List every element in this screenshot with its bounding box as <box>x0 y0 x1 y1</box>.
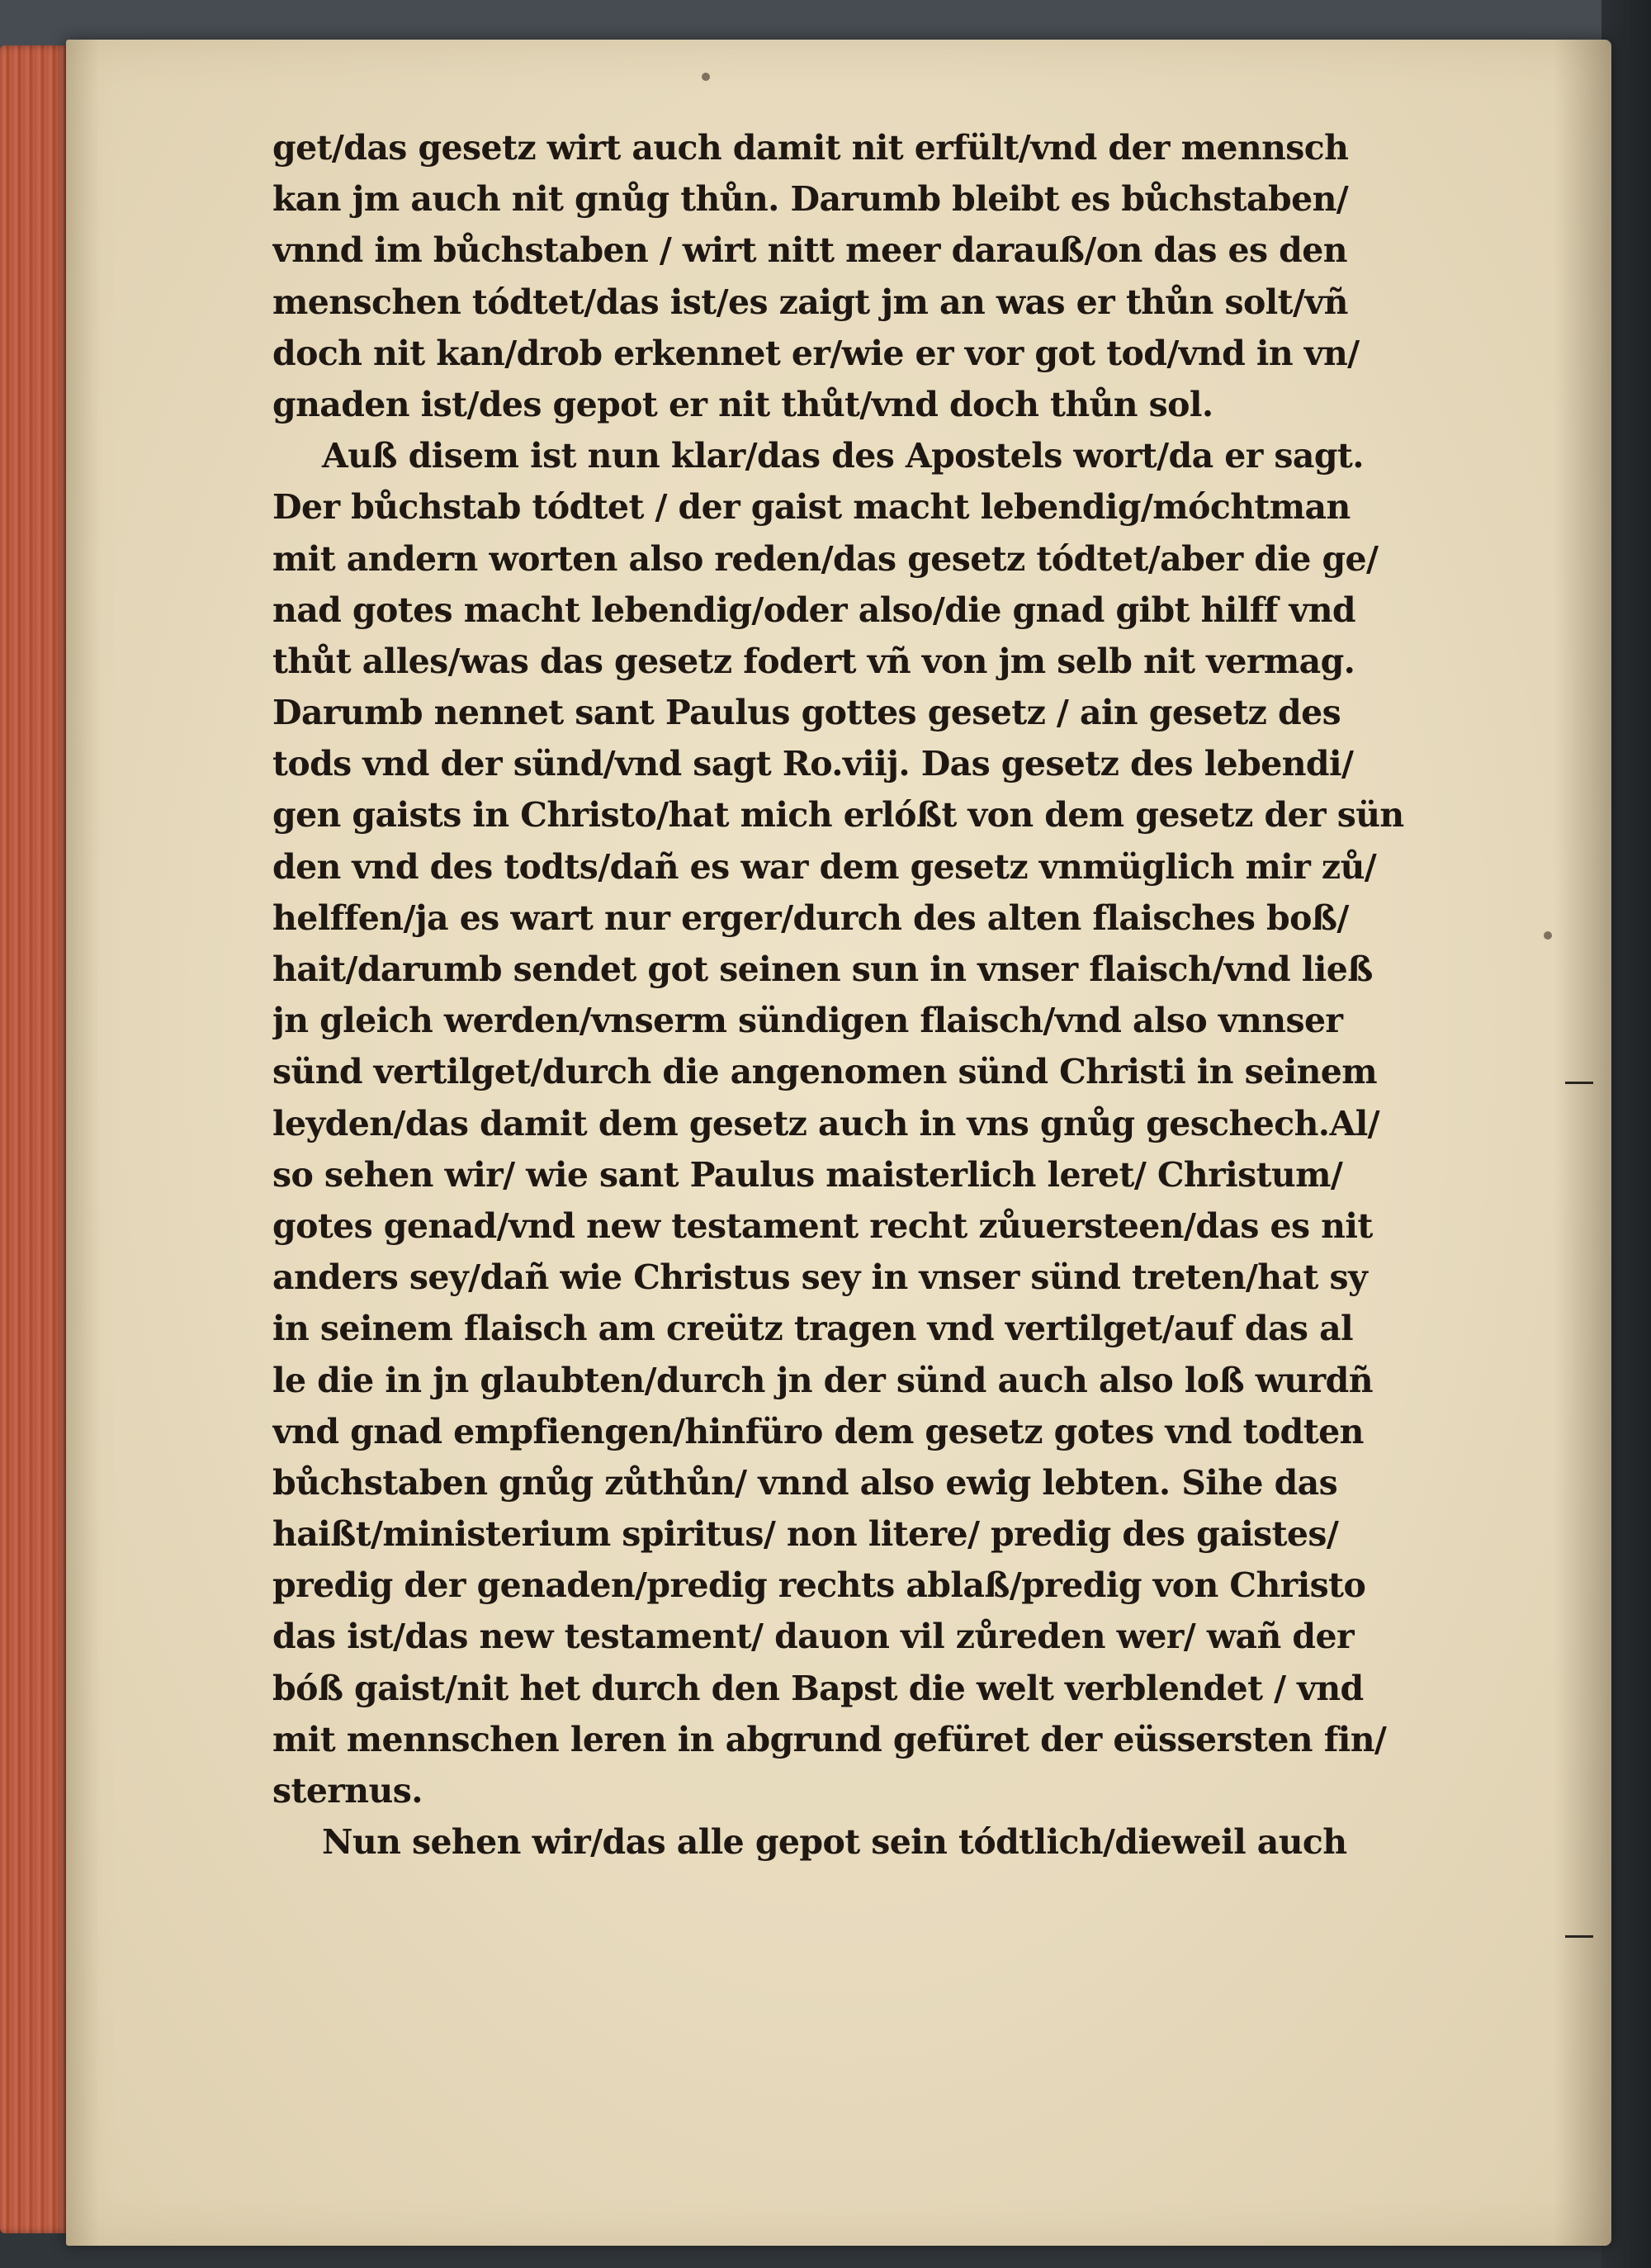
text-line: in seinem flaisch am creütz tragen vnd vertilget/auf das al <box>272 1309 1354 1349</box>
text-line: helffen/ja es wart nur erger/durch des alten flaisches boß/ <box>272 897 1349 938</box>
text-line: gnaden ist/des gepot er nit thůt/vnd doch thůn sol. <box>272 384 1213 424</box>
paragraph-start-line: Nun sehen wir/das alle gepot sein tódtlich/dieweil auch <box>322 1822 1347 1863</box>
text-line: gen gaists in Christo/hat mich erlóßt von dem gesetz der sün <box>272 795 1404 836</box>
margin-mark <box>1565 1082 1593 1084</box>
text-line: mit mennschen leren in abgrund gefüret der eüssersten fin/ <box>272 1719 1387 1759</box>
page-gutter-shadow <box>1554 40 1611 2246</box>
text-line: so sehen wir/ wie sant Paulus maisterlich leret/ Christum/ <box>272 1154 1343 1195</box>
text-line: vnd gnad empfiengen/hinfüro dem gesetz gotes vnd todten <box>272 1411 1364 1451</box>
text-line: leyden/das damit dem gesetz auch in vns gnůg geschech.Al/ <box>272 1103 1380 1143</box>
text-line: bóß gaist/nit het durch den Bapst die welt verblendet / vnd <box>272 1668 1364 1708</box>
text-line: gotes genad/vnd new testament recht zůuersteen/das es nit <box>272 1205 1373 1246</box>
book-page <box>66 40 1611 2246</box>
text-line: menschen tódtet/das ist/es zaigt jm an was er thůn solt/vñ <box>272 282 1348 322</box>
text-line: bůchstaben gnůg zůthůn/ vnnd also ewig lebten. Sihe das <box>272 1462 1338 1503</box>
text-line: le die in jn glaubten/durch jn der sünd auch also loß wurdñ <box>272 1360 1373 1400</box>
text-line: haißt/ministerium spiritus/ non litere/ predig des gaistes/ <box>272 1514 1339 1555</box>
text-line: doch nit kan/drob erkennet er/wie er vor got tod/vnd in vn/ <box>272 333 1360 373</box>
text-line: den vnd des todts/dañ es war dem gesetz vnmüglich mir zů/ <box>272 846 1377 887</box>
text-line: hait/darumb sendet got seinen sun in vnser flaisch/vnd ließ <box>272 949 1373 989</box>
text-line: nad gotes macht lebendig/oder also/die gnad gibt hilff vnd <box>272 589 1355 630</box>
text-line: tods vnd der sünd/vnd sagt Ro.viij. Das gesetz des lebendi/ <box>272 744 1354 784</box>
page-left-shade <box>66 40 99 2246</box>
ink-speck <box>702 73 710 81</box>
text-line: anders sey/dañ wie Christus sey in vnser sünd treten/hat sy <box>272 1257 1368 1298</box>
text-line: Darumb nennet sant Paulus gottes gesetz / ain gesetz des <box>272 693 1341 733</box>
paragraph-start-line: Auß disem ist nun klar/das des Apostels wort/da er sagt. <box>322 436 1364 476</box>
text-line: Der bůchstab tódtet / der gaist macht lebendig/móchtman <box>272 487 1351 528</box>
page-edges <box>0 45 71 2233</box>
text-line: kan jm auch nit gnůg thůn. Darumb bleibt es bůchstaben/ <box>272 179 1349 220</box>
ink-speck <box>1544 931 1552 940</box>
text-line: jn gleich werden/vnserm sündigen flaisch/vnd also vnnser <box>272 1001 1343 1041</box>
text-line: das ist/das new testament/ dauon vil zůreden wer/ wañ der <box>272 1617 1354 1657</box>
text-line: sternus. <box>272 1771 423 1811</box>
text-line: vnnd im bůchstaben / wirt nitt meer darauß/on das es den <box>272 230 1347 271</box>
text-line: sünd vertilget/durch die angenomen sünd Christi in seinem <box>272 1052 1378 1092</box>
margin-mark <box>1565 1935 1593 1938</box>
text-line: get/das gesetz wirt auch damit nit erfült/vnd der mennsch <box>272 128 1349 168</box>
page-text <box>272 122 1535 1868</box>
text-line: mit andern worten also reden/das gesetz tódtet/aber die ge/ <box>272 538 1379 579</box>
text-line: predig der genaden/predig rechts ablaß/predig von Christo <box>272 1565 1366 1606</box>
text-line: thůt alles/was das gesetz fodert vñ von jm selb nit vermag. <box>272 641 1355 681</box>
